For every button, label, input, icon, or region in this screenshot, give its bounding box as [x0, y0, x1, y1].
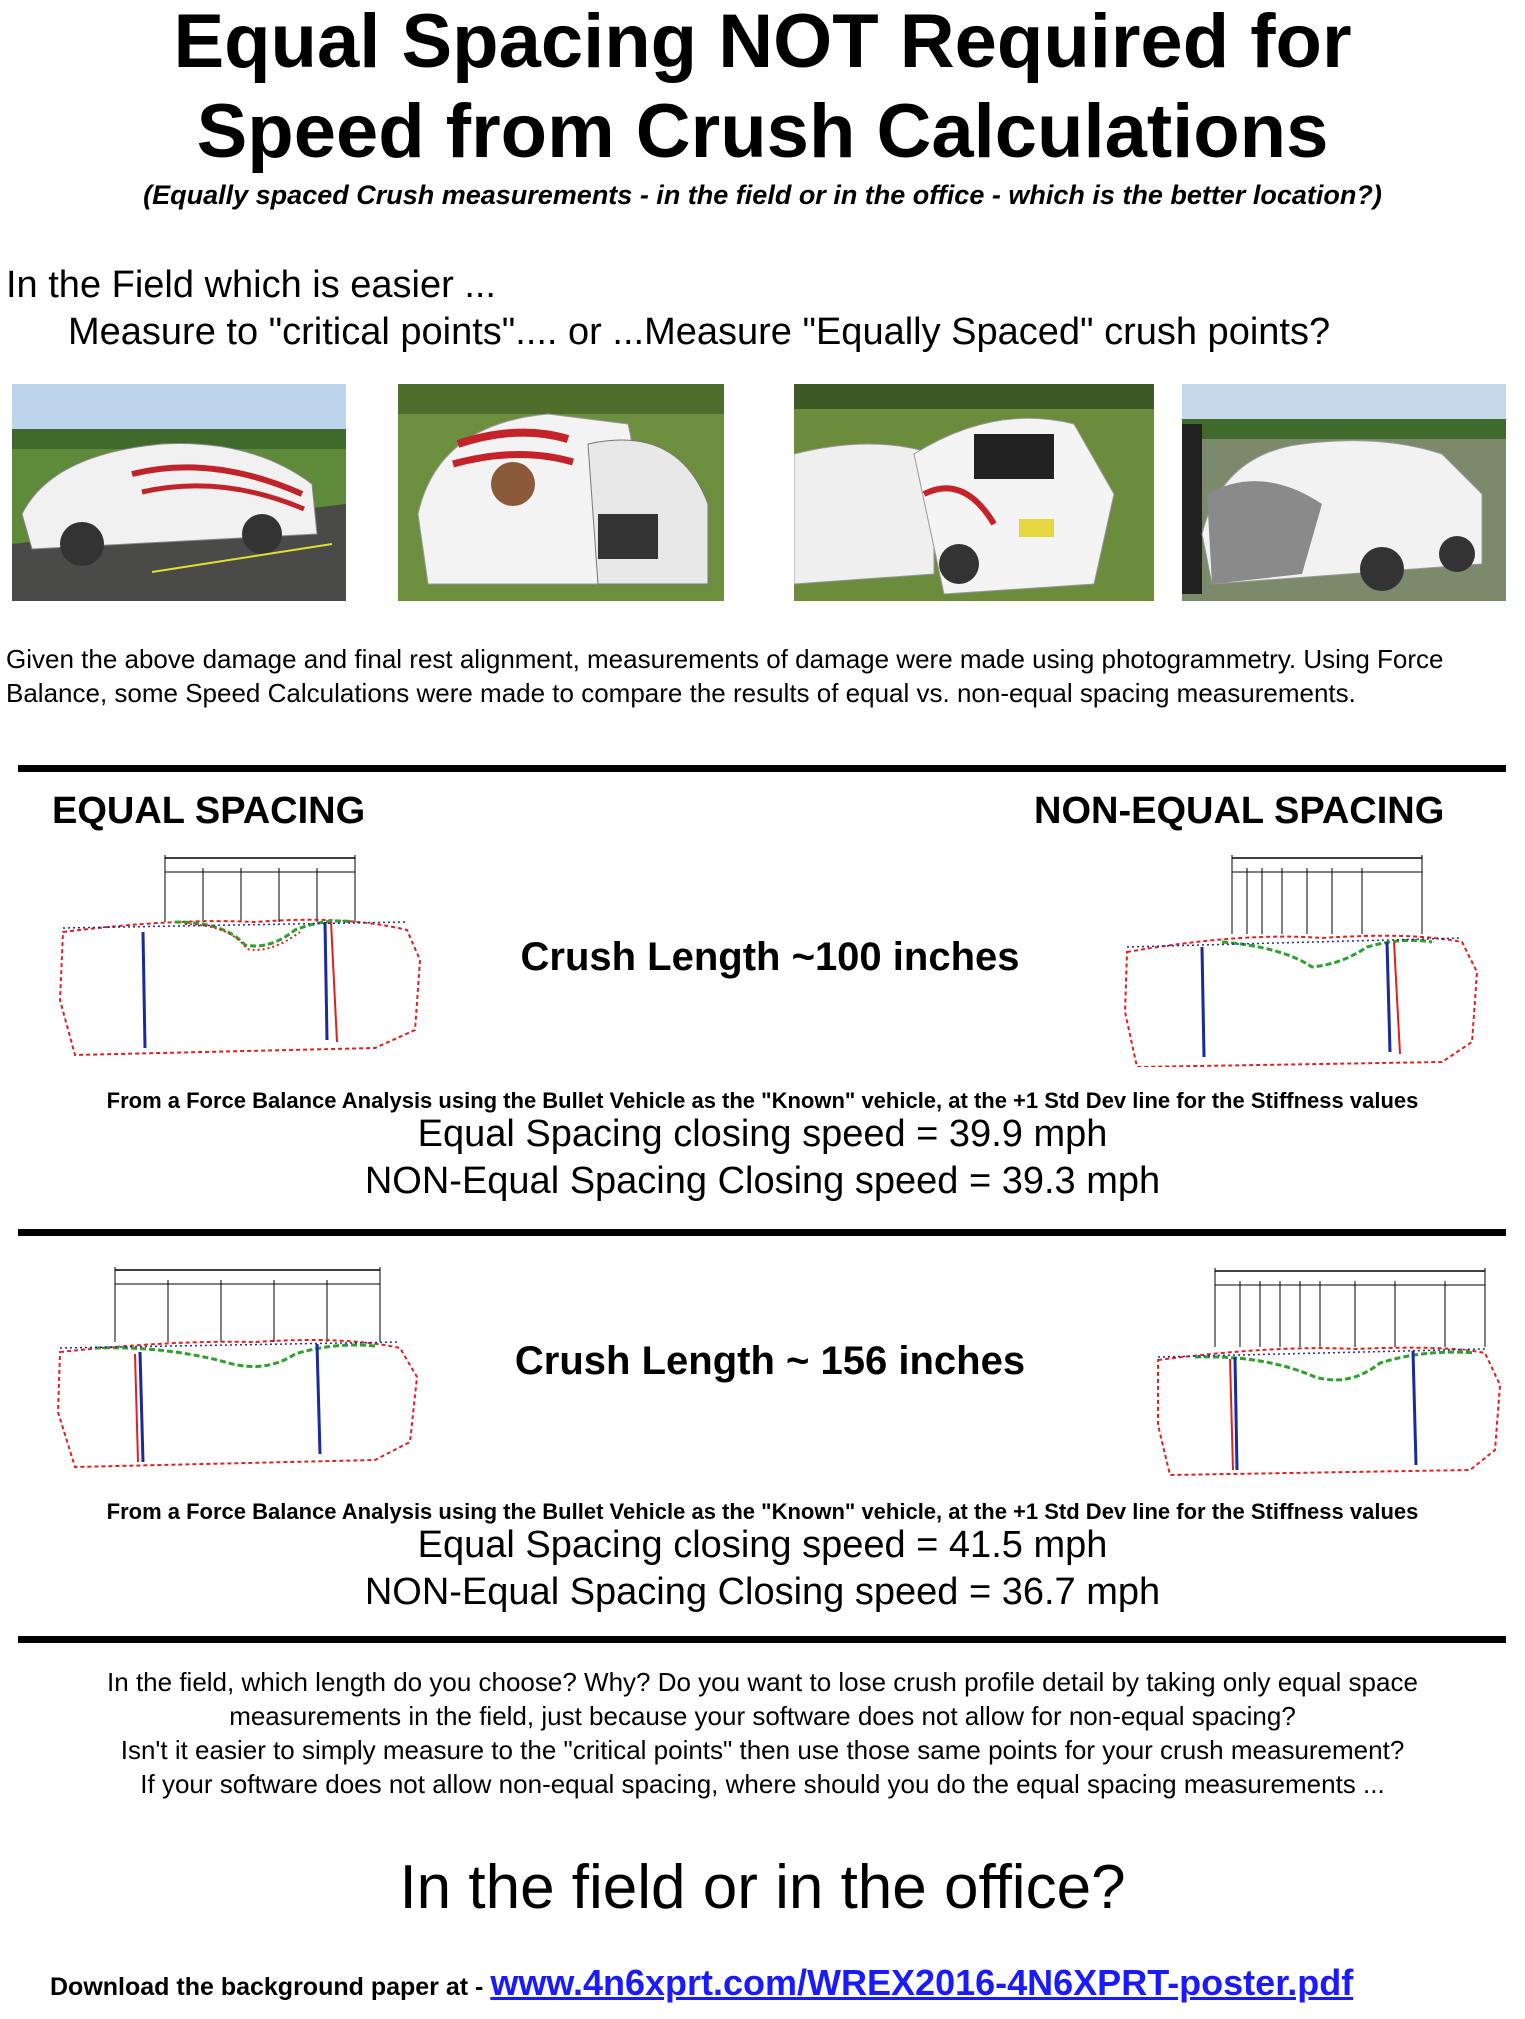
equal-speed-2: Equal Spacing closing speed = 41.5 mph	[417, 1524, 1108, 1566]
nonequal-spacing-profile-diagram-2	[1155, 1265, 1505, 1480]
crush-length-1: Crush Length ~100 inches	[520, 935, 1020, 979]
subtitle: (Equally spaced Crush measurements - in the field or in the office - which is the better location?)	[143, 180, 1382, 210]
crash-photo-front-impact	[398, 384, 724, 601]
analysis-note-2: From a Force Balance Analysis using the Bullet Vehicle as the "Known" vehicle, at the +1 Std Dev line for the Stiffness values	[106, 1499, 1419, 1524]
final-question: In the field or in the office?	[399, 1853, 1126, 1922]
crash-photo-side-view	[12, 384, 346, 601]
divider-3	[18, 1636, 1506, 1643]
equal-speed-1: Equal Spacing closing speed = 39.9 mph	[417, 1113, 1108, 1155]
nonequal-speed-2: NON-Equal Spacing Closing speed = 36.7 mph	[364, 1571, 1161, 1613]
download-line	[50, 1962, 1353, 2004]
title-line-1: Equal Spacing NOT Required for	[173, 0, 1352, 84]
divider-1	[18, 765, 1506, 772]
closing-line-3: Isn't it easier to simply measure to the "critical points" then use those same points for your crush measurement?	[120, 1735, 1405, 1765]
crash-photo-front-damage	[1182, 384, 1506, 601]
crush-length-2: Crush Length ~ 156 inches	[514, 1339, 1026, 1383]
nonequal-speed-1: NON-Equal Spacing Closing speed = 39.3 mph	[364, 1160, 1161, 1202]
divider-2	[18, 1229, 1506, 1236]
question-line-1: In the Field which is easier ...	[6, 264, 496, 306]
equal-spacing-profile-diagram-2	[55, 1262, 425, 1477]
title-line-2: Speed from Crush Calculations	[196, 89, 1329, 174]
analysis-note-1: From a Force Balance Analysis using the Bullet Vehicle as the "Known" vehicle, at the +1 Std Dev line for the Stiffness values	[106, 1088, 1419, 1113]
download-label: Download the background paper at -	[50, 1973, 491, 2001]
closing-line-2: measurements in the field, just because your software does not allow for non-equal spacing?	[229, 1701, 1296, 1731]
download-link[interactable]: www.4n6xprt.com/WREX2016-4N6XPRT-poster.pdf	[490, 1962, 1354, 2003]
header-equal-spacing: EQUAL SPACING	[52, 790, 366, 832]
nonequal-spacing-profile-diagram-1	[1122, 852, 1482, 1067]
closing-line-1: In the field, which length do you choose? Why? Do you want to lose crush profile detail by taking only equal space	[107, 1667, 1418, 1697]
question-line-2: Measure to "critical points".... or ...Measure "Equally Spaced" crush points?	[68, 311, 1331, 353]
equal-spacing-profile-diagram-1	[55, 850, 425, 1065]
crash-photo-rear-view	[794, 384, 1154, 601]
intro-paragraph: Given the above damage and final rest alignment, measurements of damage were made using photogrammetry. Using Force Balance, some Speed Calculations were made to compare the results of equal vs. non-equal spacing measurements.	[6, 644, 1444, 708]
closing-line-4: If your software does not allow non-equal spacing, where should you do the equal spacing measurements ...	[140, 1769, 1385, 1799]
header-nonequal-spacing: NON-EQUAL SPACING	[1034, 790, 1445, 832]
